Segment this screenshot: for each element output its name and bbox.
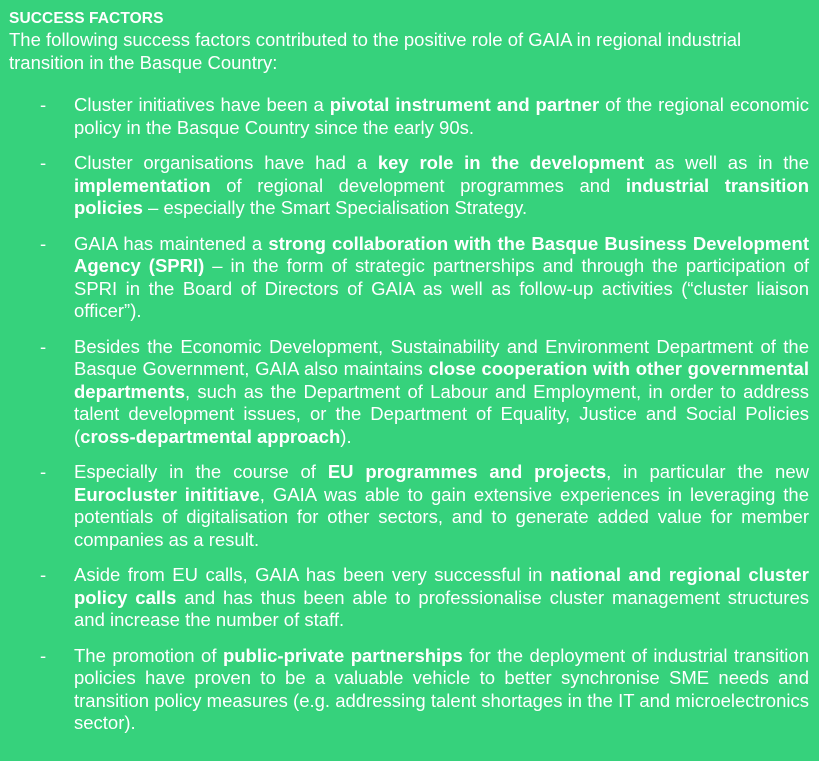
list-item bbox=[9, 461, 809, 551]
emphasis-text: industrial transition policies bbox=[74, 174, 809, 218]
body-text: Cluster organisations have had a bbox=[74, 152, 378, 173]
body-text: , GAIA was able to gain extensive experiences in leveraging the potentials of digitalisation for other sectors, and to generate added value for member companies as a result. bbox=[74, 483, 809, 550]
emphasis-text: cross-departmental approach bbox=[80, 425, 341, 447]
section-heading: SUCCESS FACTORS bbox=[9, 10, 164, 27]
emphasis-text: close cooperation with other governmental departments bbox=[74, 358, 809, 402]
dash-bullet-icon: - bbox=[40, 461, 47, 482]
body-text: of regional development programmes and bbox=[210, 174, 626, 196]
list-item bbox=[9, 233, 809, 323]
dash-bullet-icon: - bbox=[40, 152, 47, 173]
emphasis-text: national and regional cluster policy calls bbox=[74, 564, 809, 608]
dash-bullet-icon: - bbox=[40, 564, 47, 585]
dash-bullet-icon: - bbox=[40, 335, 47, 357]
emphasis-text: public-private partnerships bbox=[222, 644, 463, 666]
body-text: , such as the Department of Labour and Employment, in order to address talent development issues, or the Department of Equality, Justice and Social Policies ( bbox=[74, 380, 809, 447]
body-text: as well as in the bbox=[644, 152, 809, 173]
success-factors-list bbox=[9, 94, 809, 735]
dash-bullet-icon: - bbox=[40, 94, 47, 115]
body-text: ). bbox=[340, 425, 352, 447]
emphasis-text: key role in the development bbox=[377, 152, 645, 173]
emphasis-text: EU programmes and projects bbox=[327, 461, 607, 482]
body-text: Aside from EU calls, GAIA has been very successful in bbox=[74, 564, 551, 585]
body-text: of the regional economic policy in the Basque Country since the early 90s. bbox=[74, 94, 809, 138]
body-text: Besides the Economic Development, Sustainability and Environment Department of the Basque Government, GAIA also maintains bbox=[74, 335, 809, 379]
intro-paragraph: The following success factors contributed to the positive role of GAIA in regional industrial transition in the Basque Country: bbox=[9, 29, 742, 73]
body-text: The promotion of bbox=[74, 644, 223, 666]
body-text: GAIA has maintened a bbox=[74, 232, 269, 254]
body-text: and has thus been able to professionalise cluster management structures and increase the number of staff. bbox=[74, 586, 809, 630]
body-text: Cluster initiatives have been a bbox=[74, 94, 330, 115]
emphasis-text: Eurocluster inititiave bbox=[74, 483, 260, 505]
body-text: – especially the Smart Specialisation Strategy. bbox=[142, 197, 528, 218]
body-text: for the deployment of industrial transition policies have proven to be a valuable vehicle to better synchronise SME needs and transition policy measures (e.g. addressing talent shortages in the IT and microelectronics sector). bbox=[74, 644, 809, 733]
list-item bbox=[9, 336, 809, 449]
emphasis-text: pivotal instrument and partner bbox=[329, 94, 600, 115]
list-item bbox=[9, 564, 809, 632]
list-item bbox=[9, 94, 809, 139]
dash-bullet-icon: - bbox=[40, 232, 47, 254]
body-text: Especially in the course of bbox=[74, 461, 328, 482]
dash-bullet-icon: - bbox=[40, 644, 47, 666]
body-text: , in particular the new bbox=[606, 461, 809, 482]
emphasis-text: strong collaboration with the Basque Business Development Agency (SPRI) bbox=[74, 232, 809, 276]
body-text: – in the form of strategic partnerships and through the participation of SPRI in the Board of Directors of GAIA as well as follow-up activities (“cluster liaison officer”). bbox=[74, 255, 809, 321]
list-item bbox=[9, 645, 809, 735]
list-item bbox=[9, 152, 809, 220]
emphasis-text: implementation bbox=[74, 174, 211, 196]
